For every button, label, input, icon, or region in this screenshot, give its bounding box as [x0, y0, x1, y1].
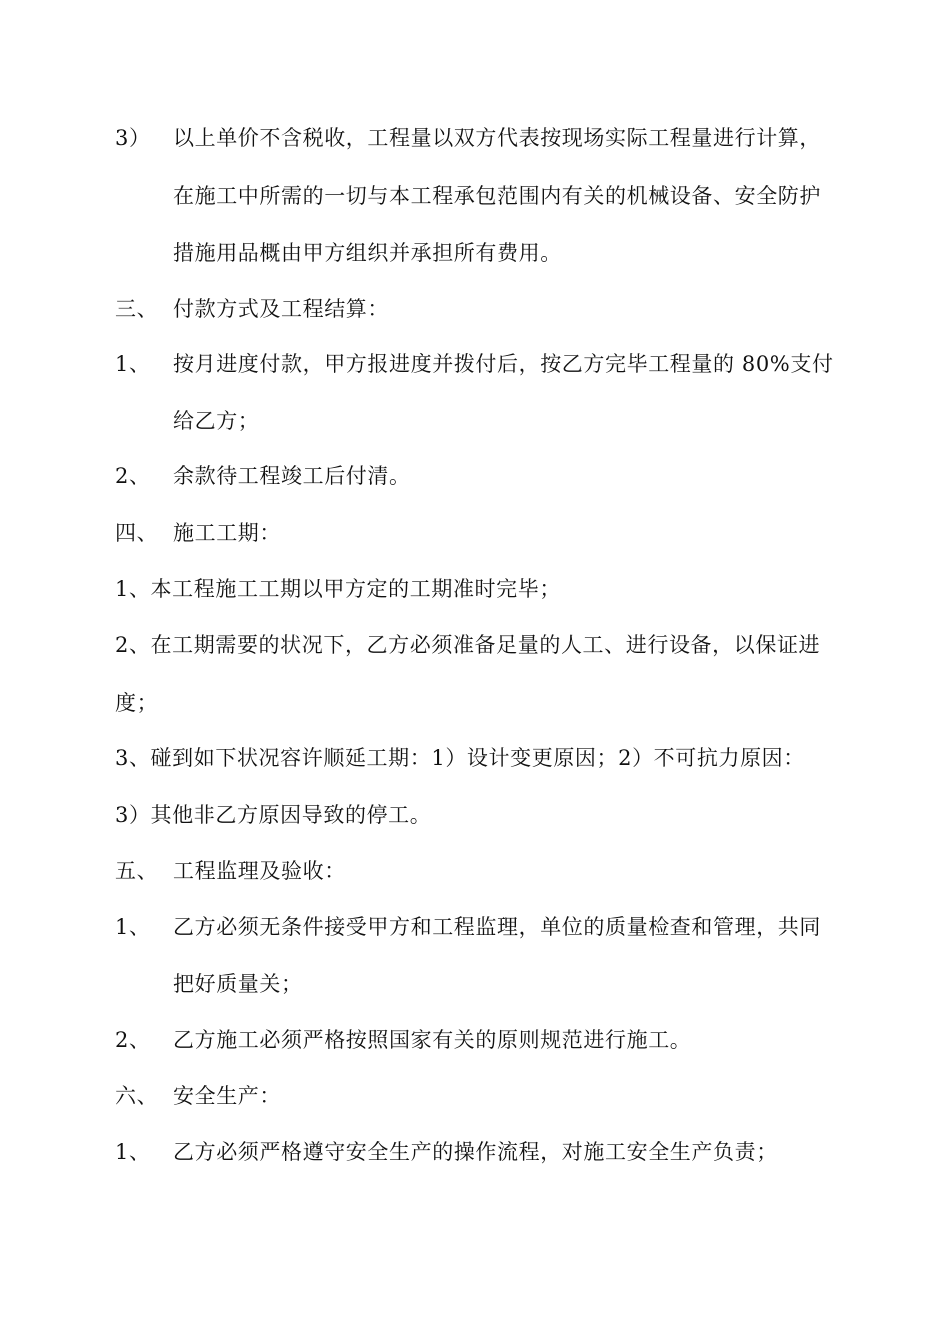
section-number: 六、 — [115, 1084, 159, 1108]
paragraph-text: 措施用品概由甲方组织并承担所有费用。 — [173, 241, 562, 265]
paragraph-text: 以上单价不含税收，工程量以双方代表按现场实际工程量进行计算， — [173, 126, 821, 150]
paragraph-text: 3、碰到如下状况容许顺延工期：1）设计变更原因；2）不可抗力原因： — [115, 746, 805, 770]
safety-item-1 — [115, 1137, 778, 1167]
section-number: 五、 — [115, 859, 159, 883]
paragraph-text: 给乙方； — [173, 409, 260, 433]
paragraph-text: 2、在工期需要的状况下，乙方必须准备足量的人工、进行设备，以保证进 — [115, 633, 821, 657]
paragraph-text: 乙方施工必须严格按照国家有关的原则规范进行施工。 — [173, 1028, 692, 1052]
paragraph-text: 乙方必须严格遵守安全生产的操作流程，对施工安全生产负责； — [173, 1140, 778, 1164]
paragraph-text: 按月进度付款，甲方报进度并拨付后，按乙方完毕工程量的 80%支付 — [173, 352, 834, 376]
paragraph-text: 1、本工程施工工期以甲方定的工期准时完毕； — [115, 577, 561, 601]
paragraph-text: 在施工中所需的一切与本工程承包范围内有关的机械设备、安全防护 — [173, 184, 821, 208]
supervision-item-2 — [115, 1025, 691, 1055]
item-number: 1、 — [115, 352, 151, 376]
schedule-item-1 — [115, 574, 561, 604]
section-number: 四、 — [115, 521, 159, 545]
paragraph-text: 乙方必须无条件接受甲方和工程监理，单位的质量检查和管理，共同 — [173, 915, 821, 939]
item-number: 3） — [115, 126, 151, 150]
paragraph-text: 把好质量关； — [173, 972, 303, 996]
section-title: 安全生产： — [173, 1084, 281, 1108]
item-number: 1、 — [115, 1140, 151, 1164]
paragraph-text: 度； — [115, 691, 159, 715]
payment-item-1 — [115, 349, 834, 379]
clause-3-continuation-2 — [173, 238, 562, 268]
schedule-item-3 — [115, 743, 805, 773]
section-number: 三、 — [115, 297, 159, 321]
payment-item-1-continuation — [173, 406, 259, 436]
schedule-item-2 — [115, 630, 820, 660]
paragraph-text: 余款待工程竣工后付清。 — [173, 464, 411, 488]
item-number: 2、 — [115, 1028, 151, 1052]
section-title: 施工工期： — [173, 521, 281, 545]
item-number: 2、 — [115, 464, 151, 488]
schedule-item-3-continuation — [115, 800, 431, 830]
supervision-item-1-continuation — [173, 969, 303, 999]
section-6-heading — [115, 1081, 281, 1111]
item-number: 1、 — [115, 915, 151, 939]
section-4-heading — [115, 518, 281, 548]
section-5-heading — [115, 856, 346, 886]
paragraph-text: 3）其他非乙方原因导致的停工。 — [115, 803, 432, 827]
supervision-item-1 — [115, 912, 821, 942]
section-3-heading — [115, 294, 389, 324]
section-title: 工程监理及验收： — [173, 859, 346, 883]
clause-3-price-note — [115, 123, 821, 153]
clause-3-continuation-1 — [173, 181, 821, 211]
section-title: 付款方式及工程结算： — [173, 297, 389, 321]
schedule-item-2-continuation — [115, 688, 158, 718]
payment-item-2 — [115, 461, 411, 491]
